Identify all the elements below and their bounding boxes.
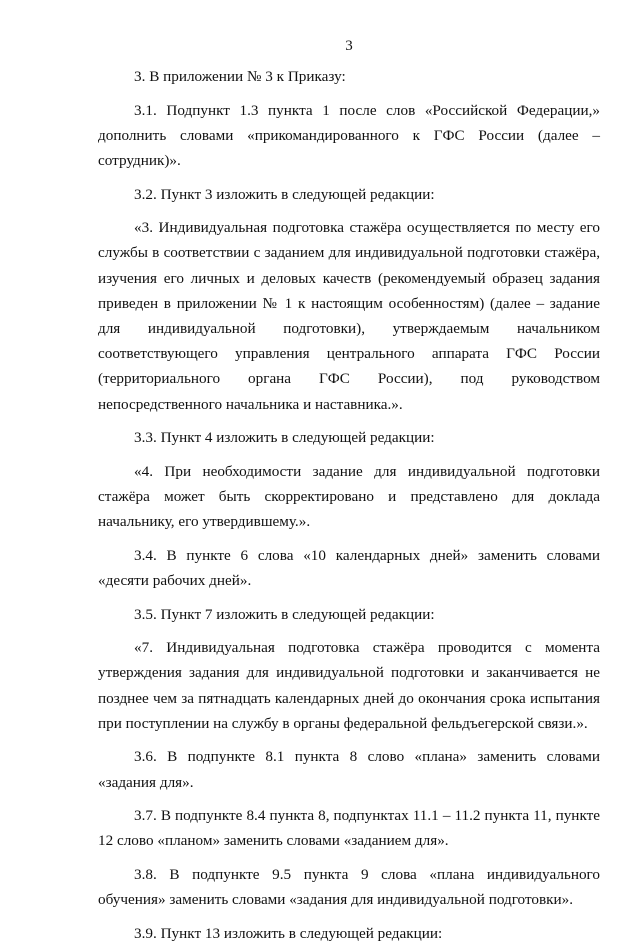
paragraph-3-9: 3.9. Пункт 13 изложить в следующей редакции: (134, 924, 443, 942)
paragraph-3-8: 3.8. В подпункте 9.5 пункта 9 слова «плана индивидуального обучения» заменить словами «задания для индивидуальной подготовки». (98, 865, 600, 909)
paragraph-3-5-text: «7. Индивидуальная подготовка стажёра проводится с момента утверждения задания для индивидуальной подготовки и заканчивается не позднее чем за пятнадцать календарных дней до окончания срока испытания при поступлении на службу в органы федеральной фельдъегерской связи.». (98, 639, 600, 732)
paragraph-3-2-text: «3. Индивидуальная подготовка стажёра осуществляется по месту его службы в соответствии с заданием для индивидуальной подготовки стажёра, изучения его личных и деловых качеств (рекомендуемый образец задания приведен в приложении № 1 к настоящим особенностям) (далее – задание для индивидуальной подготовки), утверждаемым начальником соответствующего управления центрального аппарата ГФС России (территориального органа ГФС России), под руководством непосредственного начальника и наставника.». (98, 219, 600, 413)
paragraph-3-1: 3.1. Подпункт 1.3 пункта 1 после слов «Российской Федерации,» дополнить словами «прикомандированного к ГФС России (далее – сотрудник)». (98, 101, 600, 169)
paragraph-3-4: 3.4. В пункте 6 слова «10 календарных дней» заменить словами «десяти рабочих дней». (98, 546, 600, 589)
paragraph-3-3: 3.3. Пункт 4 изложить в следующей редакции: (134, 429, 435, 447)
paragraph-3-6: 3.6. В подпункте 8.1 пункта 8 слово «плана» заменить словами «задания для». (98, 748, 600, 791)
paragraph-3-3-text: «4. При необходимости задание для индивидуальной подготовки стажёра может быть скорректировано и представлено для доклада начальнику, его утвердившему.». (98, 462, 600, 531)
paragraph-3-7: 3.7. В подпункте 8.4 пункта 8, подпунктах 11.1 – 11.2 пункта 11, пункте 12 слово «планом» заменить словами «заданием для». (98, 807, 600, 850)
paragraph-3-5: 3.5. Пункт 7 изложить в следующей редакции: (134, 605, 435, 623)
page-number: 3 (345, 38, 353, 54)
paragraph-3: 3. В приложении № 3 к Приказу: (134, 68, 346, 85)
page-number-container (98, 36, 600, 56)
paragraph-3-2: 3.2. Пункт 3 изложить в следующей редакции: (134, 185, 435, 203)
